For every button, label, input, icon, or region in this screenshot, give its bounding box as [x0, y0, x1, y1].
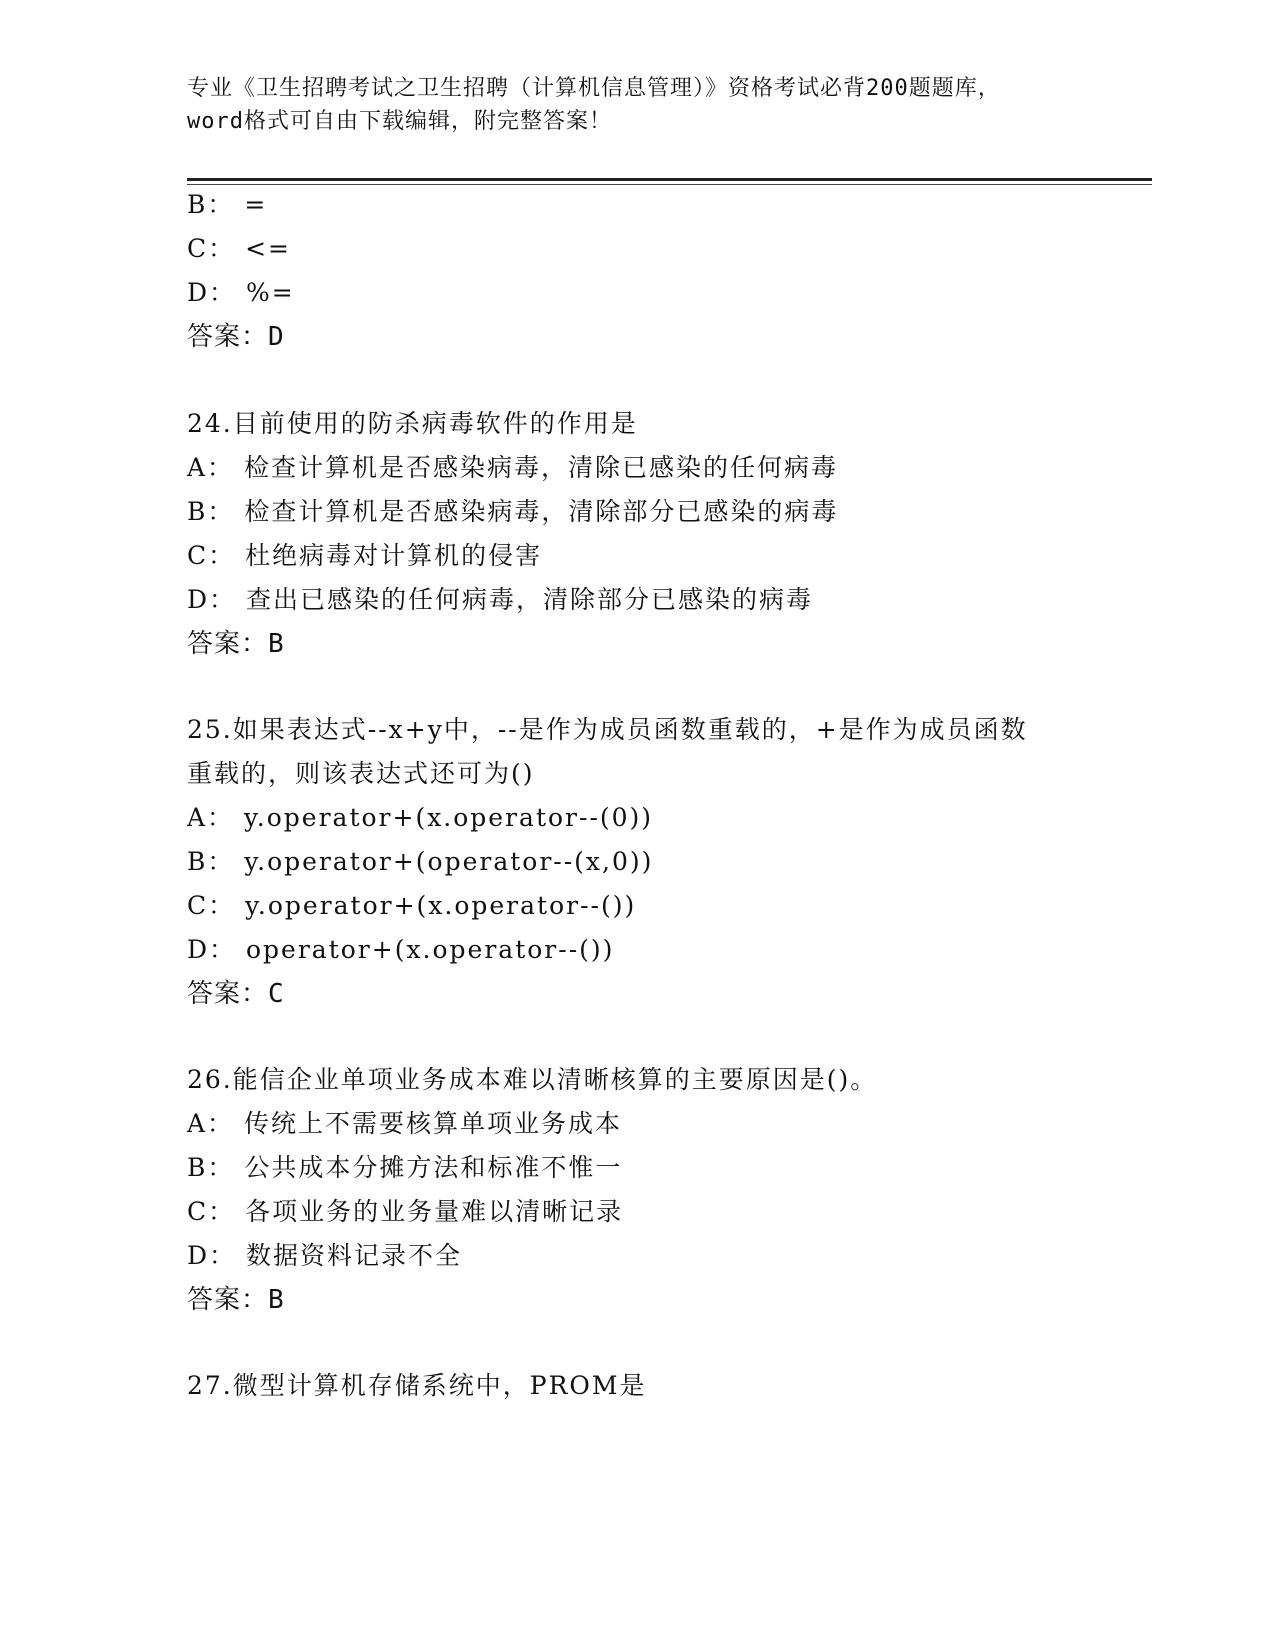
option-line: D： 数据资料记录不全 [187, 1241, 462, 1270]
option-line: C： y.operator+(x.operator--()) [187, 891, 637, 920]
option-line: C： 杜绝病毒对计算机的侵害 [187, 541, 543, 570]
option-line: A： y.operator+(x.operator--(0)) [187, 803, 654, 832]
answer-line: 答案：D [187, 322, 285, 352]
answer-line: 答案：B [187, 629, 285, 659]
option-line: C： <= [187, 234, 291, 263]
option-line: B： 公共成本分摊方法和标准不惟一 [187, 1153, 623, 1182]
question-text: 26.能信企业单项业务成本难以清晰核算的主要原因是()。 [187, 1065, 878, 1094]
option-line: B： 检查计算机是否感染病毒，清除部分已感染的病毒 [187, 497, 839, 526]
option-line: D： 查出已感染的任何病毒，清除部分已感染的病毒 [187, 585, 813, 614]
question-text: 27.微型计算机存储系统中，PROM是 [187, 1371, 647, 1400]
header-rule-thin [187, 184, 1152, 185]
question-text: 25.如果表达式--x+y中，--是作为成员函数重载的，+是作为成员函数 [187, 715, 1028, 744]
option-line: B： y.operator+(operator--(x,0)) [187, 847, 654, 876]
header-line-2: word格式可自由下载编辑，附完整答案！ [187, 109, 612, 134]
header-line-1: 专业《卫生招聘考试之卫生招聘（计算机信息管理）》资格考试必背200题题库， [187, 76, 1001, 101]
option-line: B： = [187, 190, 268, 219]
question-text: 24.目前使用的防杀病毒软件的作用是 [187, 409, 638, 438]
option-line: D： %= [187, 278, 295, 307]
option-line: C： 各项业务的业务量难以清晰记录 [187, 1197, 624, 1226]
question-text: 重载的，则该表达式还可为() [187, 759, 535, 788]
option-line: A： 传统上不需要核算单项业务成本 [187, 1109, 623, 1138]
option-line: A： 检查计算机是否感染病毒，清除已感染的任何病毒 [187, 453, 839, 482]
header-rule-thick [187, 178, 1152, 181]
answer-line: 答案：B [187, 1285, 285, 1315]
answer-line: 答案：C [187, 979, 285, 1009]
document-header [187, 72, 1087, 138]
option-line: D： operator+(x.operator--()) [187, 935, 615, 964]
